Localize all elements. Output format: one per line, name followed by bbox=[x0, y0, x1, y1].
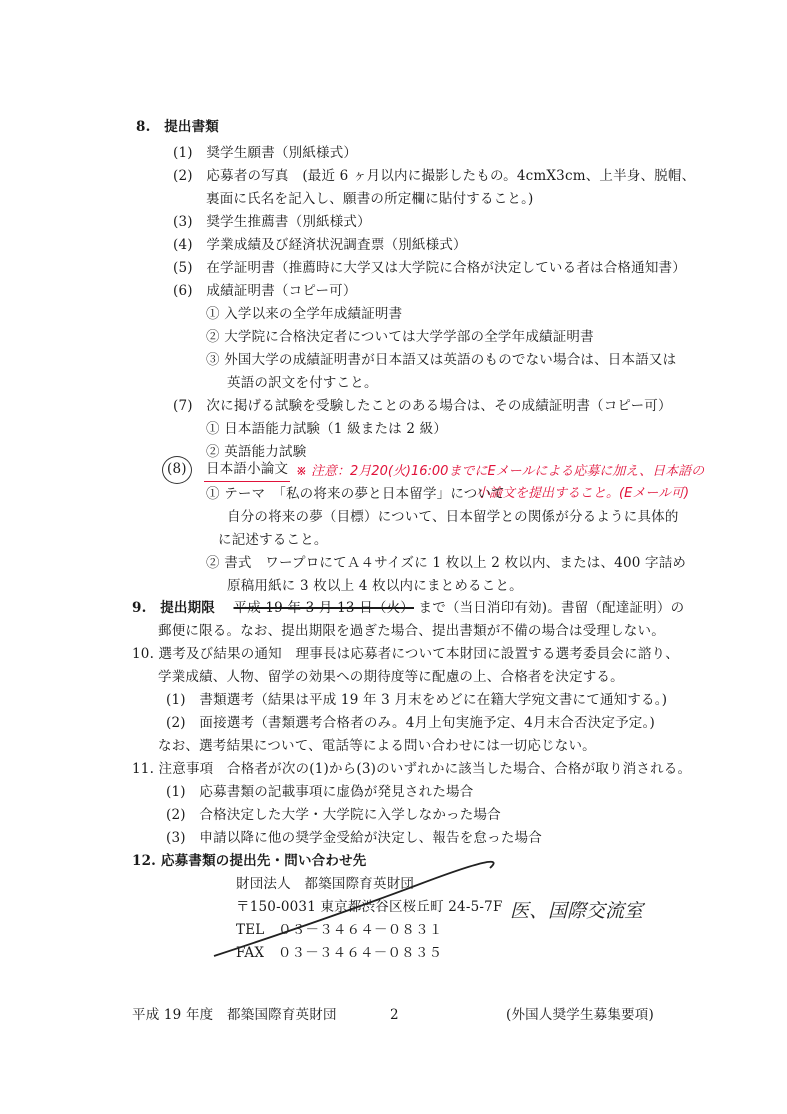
red-underline bbox=[204, 481, 290, 482]
sec11-item-3: (3) 申請以降に他の奨学金受給が決定し、報告を怠った場合 bbox=[166, 830, 542, 846]
sec8-item-6-2: ② 大学院に合格決定者については大学学部の全学年成績証明書 bbox=[206, 329, 594, 345]
sec8-title: 8. 提出書類 bbox=[136, 119, 219, 135]
footer-page-number: 2 bbox=[390, 1007, 399, 1023]
sec9-rest: まで（当日消印有効)。書留（配達証明）の bbox=[418, 600, 685, 616]
sec12-fax: FAX ０３－３４６４－０８３５ bbox=[236, 945, 443, 961]
sec8-item-5: (5) 在学証明書（推薦時に大学又は大学院に合格が決定している者は合格通知書） bbox=[173, 260, 686, 276]
sec8-item-6: (6) 成績証明書（コピー可） bbox=[173, 283, 357, 299]
sec8-item-7: (7) 次に掲げる試験を受験したことのある場合は、その成績証明書（コピー可） bbox=[173, 398, 672, 414]
sec8-item-4: (4) 学業成績及び経済状況調査票（別紙様式） bbox=[173, 237, 467, 253]
sec12-title: 12. 応募書類の提出先・問い合わせ先 bbox=[132, 853, 367, 869]
sec8-item-7-2: ② 英語能力試験 bbox=[206, 444, 307, 460]
sec8-item-8-theme-cont2: に記述すること。 bbox=[218, 532, 328, 548]
sec9-line1 bbox=[132, 598, 684, 618]
sec8-item-6-3: ③ 外国大学の成績証明書が日本語又は英語のものでない場合は、日本語又は bbox=[206, 352, 677, 368]
footer-left: 平成 19 年度 都築国際育英財団 bbox=[132, 1007, 337, 1023]
sec8-item-8-num: (8) bbox=[167, 461, 187, 477]
sec10-note: なお、選考結果について、電話等による問い合わせには一切応じない。 bbox=[158, 738, 596, 754]
sec8-item-8-theme: ① テーマ 「私の将来の夢と日本留学」について bbox=[206, 486, 505, 502]
sec11-item-1: (1) 応募書類の記載事項に虚偽が発見された場合 bbox=[166, 784, 474, 800]
sec9-line2: 郵便に限る。なお、提出期限を過ぎた場合、提出書類が不備の場合は受理しない。 bbox=[158, 623, 665, 639]
sec10-line2: 学業成績、人物、留学の効果への期待度等に配慮の上、合格者を決定する。 bbox=[158, 669, 624, 685]
sec10-item-1: (1) 書類選考（結果は平成 19 年 3 月末をめどに在籍大学宛文書にて通知する。) bbox=[166, 692, 668, 708]
sec11-line1: 11. 注意事項 合格者が次の(1)から(3)のいずれかに該当した場合、合格が取り消される。 bbox=[132, 761, 692, 777]
sec8-item-6-3-cont: 英語の訳文を付すこと。 bbox=[227, 375, 378, 391]
red-handwritten-note-1: ※ 注意：2月20(火)16:00までにEメールによる応募に加え、日本語の bbox=[296, 464, 705, 479]
sec8-item-6-1: ① 入学以来の全学年成績証明書 bbox=[206, 306, 403, 322]
sec11-item-2: (2) 合格決定した大学・大学院に入学しなかった場合 bbox=[166, 807, 501, 823]
sec8-item-8-theme-cont1: 自分の将来の夢（目標）について、日本留学との関係が分るように具体的 bbox=[227, 509, 679, 525]
red-handwritten-note-2: 小論文を提出すること。(Eメール可) bbox=[476, 486, 690, 501]
sec8-item-1: (1) 奨学生願書（別紙様式） bbox=[173, 145, 358, 161]
handwritten-note-kokusai: 医、国際交流室 bbox=[510, 900, 644, 922]
sec8-item-7-1: ① 日本語能力試験（1 級または 2 級） bbox=[206, 421, 448, 437]
sec12-address: 〒150-0031 東京都渋谷区桜丘町 24-5-7F bbox=[236, 899, 503, 915]
sec12-tel: TEL ０３－３４６４－０８３１ bbox=[236, 922, 443, 938]
sec12-org: 財団法人 都築国際育英財団 bbox=[236, 876, 415, 892]
sec8-item-2: (2) 応募者の写真 (最近 6 ヶ月以内に撮影したもの。4cmX3cm、上半身、脱帽、 bbox=[173, 168, 696, 184]
sec8-item-3: (3) 奨学生推薦書（別紙様式） bbox=[173, 214, 371, 230]
sec8-item-2-cont: 裏面に氏名を記入し、願書の所定欄に貼付すること。) bbox=[206, 191, 534, 207]
sec9-deadline-struck: 平成 19 年 3 月 13 日（火） bbox=[233, 600, 414, 616]
sec8-item-8-format: ② 書式 ワープロにてＡ４サイズに 1 枚以上 2 枚以内、または、400 字詰め bbox=[206, 555, 687, 571]
sec10-line1: 10. 選考及び結果の通知 理事長は応募者について本財団に設置する選考委員会に諮り、 bbox=[132, 646, 679, 662]
sec10-item-2: (2) 面接選考（書類選考合格者のみ。4月上旬実施予定、4月末合否決定予定。) bbox=[166, 715, 655, 731]
footer-right: (外国人奨学生募集要項) bbox=[506, 1007, 654, 1023]
sec9-head: 9. 提出期限 bbox=[132, 600, 215, 616]
sec8-item-8-label: 日本語小論文 bbox=[206, 461, 289, 477]
sec8-item-8-format-cont: 原稿用紙に 3 枚以上 4 枚以内にまとめること。 bbox=[227, 578, 523, 594]
